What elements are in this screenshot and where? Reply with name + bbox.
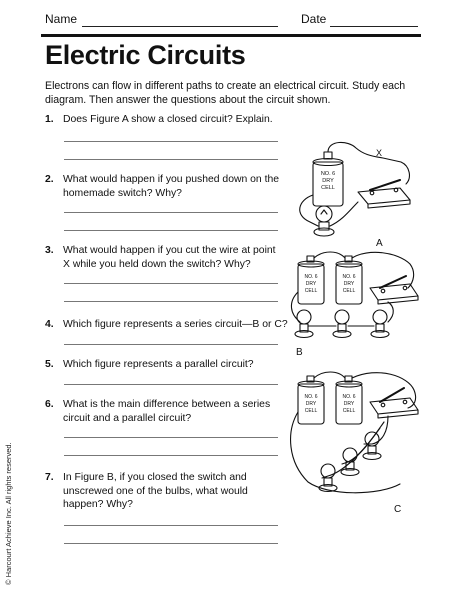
figure-a-wire-bulb — [300, 195, 318, 226]
figure-b-bulb-2 — [333, 310, 351, 338]
battery-label-line1: NO. 6 — [304, 394, 318, 400]
date-label: Date — [301, 12, 327, 26]
figure-a-letter: A — [376, 238, 383, 249]
question-number: 7. — [45, 472, 54, 483]
figure-b-wire-link — [314, 252, 345, 258]
question-text: What is the main difference between a series circuit and a parallel circuit? — [63, 399, 271, 424]
answer-line-6b[interactable] — [64, 455, 278, 456]
figure-c-wire-branch-1 — [364, 416, 388, 444]
figure-b-battery-left — [298, 256, 324, 304]
question-3 — [45, 244, 285, 271]
question-text: Which figure represents a series circuit—B or C? — [63, 319, 288, 330]
figure-c-switch — [370, 388, 418, 418]
question-number: 6. — [45, 399, 54, 410]
figure-c — [291, 372, 418, 515]
question-5 — [45, 358, 285, 372]
answer-line-1b[interactable] — [64, 159, 278, 160]
battery-label-line2: DRY — [305, 281, 317, 287]
battery-label-line2: DRY — [343, 401, 355, 407]
figure-a-battery — [313, 152, 343, 206]
intro-text: Electrons can flow in different paths to create an electrical circuit. Study each diagram. Then answer the questions about the circuit shown. — [45, 80, 406, 106]
figure-b-switch — [370, 276, 418, 304]
battery-label-line1: NO. 6 — [304, 274, 318, 280]
figure-b-battery-right — [336, 256, 362, 304]
battery-label-line3: CELL — [342, 408, 356, 414]
battery-label-line3: CELL — [304, 288, 318, 294]
question-number: 3. — [45, 245, 54, 256]
question-text: What would happen if you pushed down on the homemade switch? Why? — [63, 174, 280, 199]
name-field-line[interactable] — [82, 26, 278, 27]
question-text: Does Figure A show a closed circuit? Explain. — [63, 114, 273, 125]
figure-a-point-label: X — [376, 148, 383, 158]
figure-b-bulb-1 — [295, 310, 313, 338]
answer-line-3b[interactable] — [64, 301, 278, 302]
question-number: 1. — [45, 114, 54, 125]
figure-b-wire-right — [388, 302, 393, 322]
battery-label-line3: CELL — [342, 288, 356, 294]
answer-line-2a[interactable] — [64, 212, 278, 213]
figure-b — [291, 252, 418, 358]
battery-label-line1: NO. 6 — [342, 274, 356, 280]
question-text: Which figure represents a parallel circuit? — [63, 359, 254, 370]
answer-line-2b[interactable] — [64, 230, 278, 231]
figure-a — [300, 142, 410, 249]
figure-a-wire-top — [328, 142, 409, 184]
question-text: In Figure B, if you closed the switch and unscrewed one of the bulbs, what would happen? Why? — [63, 472, 248, 510]
question-number: 5. — [45, 359, 54, 370]
question-number: 4. — [45, 319, 54, 330]
question-number: 2. — [45, 174, 54, 185]
question-text: What would happen if you cut the wire at point X while you held down the switch? Why? — [63, 245, 276, 270]
figure-a-switch — [358, 180, 410, 208]
answer-line-7a[interactable] — [64, 525, 278, 526]
figure-c-battery-right — [336, 376, 362, 424]
battery-label-line1: NO. 6 — [342, 394, 356, 400]
question-6 — [45, 398, 285, 425]
battery-label-line2: DRY — [343, 281, 355, 287]
battery-label-line3: CELL — [321, 185, 335, 191]
circuit-figures — [288, 140, 428, 520]
answer-line-6a[interactable] — [64, 437, 278, 438]
battery-label-line3: CELL — [304, 408, 318, 414]
copyright-notice: © Harcourt Achieve Inc. All rights reserved. — [4, 442, 13, 585]
figure-c-letter: C — [394, 504, 402, 515]
header-rule — [41, 34, 421, 37]
figure-a-bulb — [314, 206, 334, 236]
figure-b-bulb-3 — [371, 310, 389, 338]
answer-line-3a[interactable] — [64, 283, 278, 284]
answer-line-1a[interactable] — [64, 141, 278, 142]
date-field-line[interactable] — [330, 26, 418, 27]
question-1 — [45, 113, 285, 127]
figure-b-wire-left — [291, 292, 300, 322]
battery-label-line1: NO. 6 — [320, 171, 336, 177]
battery-label-line2: DRY — [322, 178, 334, 184]
name-label: Name — [45, 12, 78, 26]
figure-b-wire-top — [352, 252, 414, 288]
question-4 — [45, 318, 295, 332]
answer-line-7b[interactable] — [64, 543, 278, 544]
figure-b-letter: B — [296, 347, 303, 358]
page-title: Electric Circuits — [45, 40, 246, 70]
battery-label-line2: DRY — [305, 401, 317, 407]
figure-c-battery-left — [298, 376, 324, 424]
figure-c-bulb-2 — [341, 448, 359, 476]
figure-c-wire-link — [314, 372, 345, 378]
answer-line-5[interactable] — [64, 384, 278, 385]
answer-line-4[interactable] — [64, 344, 278, 345]
question-2 — [45, 173, 285, 200]
question-7 — [45, 471, 285, 512]
